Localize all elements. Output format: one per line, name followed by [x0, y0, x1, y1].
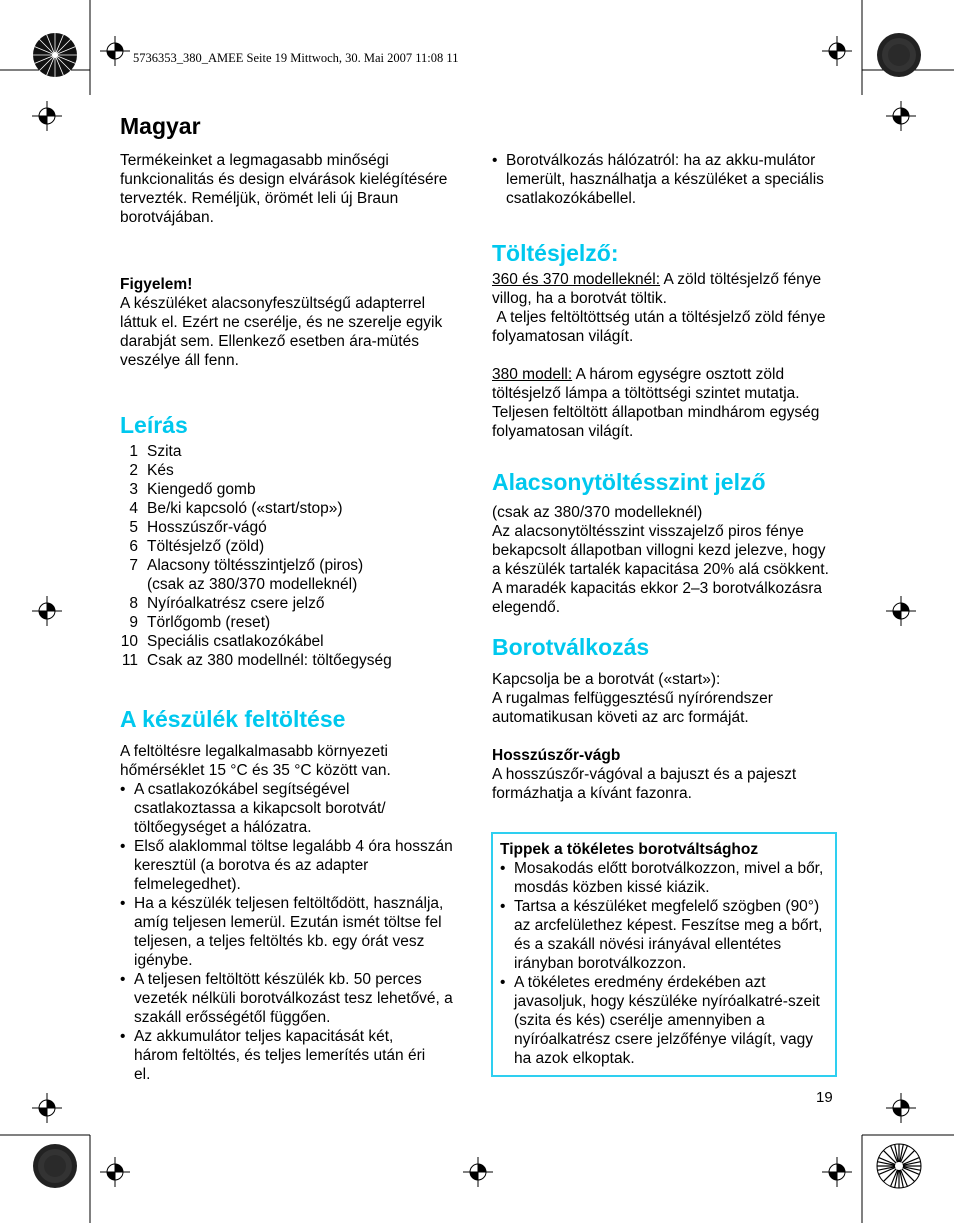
tips-list: [500, 859, 830, 1068]
registration-mark-icon: [886, 101, 916, 131]
list-item: • A csatlakozókábel segítségével csatlakoztassa a kikapcsolt borotvát/ töltőegységet a hálózatra.: [120, 780, 465, 837]
charge-indicator-p1b: A teljes feltöltöttség után a töltésjelző zöld fénye folyamatosan világít.: [492, 309, 830, 345]
list-item: 7 Alacsony töltésszintjelző (piros) (csak az 380/370 modelleknél): [129, 557, 364, 593]
list-item: 1 Szita: [129, 443, 182, 460]
registration-mark-icon: [886, 1093, 916, 1123]
list-item: • Ha a készülék teljesen feltöltődött, használja, amíg teljesen lemerül. Ezután ismét töltse fel teljesen, a teljes feltöltés kb. egy órát vesz igénybe.: [120, 894, 465, 970]
list-item: • Borotválkozás hálózatról: ha az akku-mulátor lemerült, használhatja a készüléket a speciális csatlakozókábellel.: [492, 151, 837, 208]
shaving-heading: Borotválkozás: [492, 634, 650, 660]
charge-indicator-p1: 360 és 370 modelleknél: A zöld töltésjelző fénye villog, ha a borotvát töltik.: [492, 271, 822, 307]
list-item: • A tökéletes eredmény érdekében azt javasoljuk, hogy készüléke nyíróalkatré-szeit (szita és kés) cserélje amennyiben a nyíróalkatrész csere jelzőfénye világít, vagy ha azok elkoptak.: [500, 973, 830, 1068]
mains-list: [492, 151, 837, 208]
charging-heading: A készülék feltöltése: [120, 706, 346, 732]
color-target-icon: [876, 32, 922, 78]
parts-list: [120, 442, 465, 670]
registration-mark-icon: [32, 1093, 62, 1123]
registration-mark-icon: [100, 36, 130, 66]
color-target-icon: [876, 1143, 922, 1189]
registration-mark-icon: [463, 1157, 493, 1187]
list-item: • Az akkumulátor teljes kapacitását két, három feltöltés, és teljes lemerítés után éri el.: [120, 1027, 465, 1084]
tips-title: Tippek a tökéletes borotváltsághoz: [500, 841, 759, 858]
registration-mark-icon: [822, 1157, 852, 1187]
list-item: • Mosakodás előtt borotválkozzon, mivel a bőr, mosdás közben kissé kiázik.: [500, 859, 830, 897]
low-battery-text: Az alacsonytöltésszint visszajelző piros fénye bekapcsolt állapotban villogni kezd jelezve, hogy a készülék tartalék kapacitása 20% alá csökkent. A maradék kapacitás ekkor 2–3 borotválkozásra elegendő.: [492, 523, 829, 616]
list-item: • Első alaklommal töltse legalább 4 óra hosszán keresztül (a borotva és az adapter felmelegedhet).: [120, 837, 465, 894]
registration-mark-icon: [822, 36, 852, 66]
list-item: • A teljesen feltöltött készülék kb. 50 perces vezeték nélküli borotválkozást tesz lehetővé, a szakáll erősségétől függően.: [120, 970, 465, 1027]
warning-text: A készüléket alacsonyfeszültségű adapterrel láttuk el. Ezért ne cserélje, és ne szerelje egyik darabját sem. Ellenkező esetben ára-mütés veszélye áll fenn.: [120, 295, 443, 369]
list-item: 9 Törlőgomb (reset): [129, 614, 271, 631]
trimmer-title: Hosszúszőr-vágb: [492, 747, 621, 764]
charge-indicator-heading: Töltésjelző:: [492, 240, 619, 266]
registration-mark-icon: [886, 596, 916, 626]
page-title: Magyar: [120, 113, 201, 139]
intro-text: Termékeinket a legmagasabb minőségi funkcionalitás és design elvárások kielégítésére tervezték. Reméljük, örömét leli új Braun borotvájában.: [120, 152, 448, 226]
shaving-p1: Kapcsolja be a borotvát («start»):: [492, 671, 721, 688]
registration-mark-icon: [32, 596, 62, 626]
charging-list: [120, 780, 465, 1084]
registration-mark-icon: [100, 1157, 130, 1187]
list-item: 2 Kés: [129, 462, 174, 479]
low-battery-heading: Alacsonytöltésszint jelző: [492, 469, 766, 495]
trimmer-text: A hosszúszőr-vágóval a bajuszt és a pajeszt formázhatja a kívánt fazonra.: [492, 766, 797, 802]
right-column: [492, 151, 837, 803]
charge-indicator-p2: 380 modell: A három egységre osztott zöld töltésjelző lámpa a töltöttségi szintet mutatja. Teljesen feltöltött állapotban mindhárom egység folyamatosan világít.: [492, 366, 820, 440]
list-item: 6 Töltésjelző (zöld): [129, 538, 265, 555]
list-item: 8 Nyíróalkatrész csere jelző: [129, 595, 325, 612]
page-number: 19: [816, 1089, 833, 1106]
list-item: • Tartsa a készüléket megfelelő szögben (90°) az arcfelülethez képest. Feszítse meg a bőrt, és a szakáll növési irányával ellentétes irányban borotválkozzon.: [500, 897, 830, 973]
low-battery-note: (csak az 380/370 modelleknél): [492, 504, 703, 521]
registration-mark-icon: [32, 101, 62, 131]
description-heading: Leírás: [120, 412, 188, 438]
color-target-icon: [32, 32, 78, 78]
list-item: 3 Kiengedő gomb: [129, 481, 256, 498]
list-item: 4 Be/ki kapcsoló («start/stop»): [129, 500, 343, 517]
left-column: [120, 112, 465, 1084]
list-item: 10 Speciális csatlakozókábel: [120, 633, 324, 650]
list-item: 11 Csak az 380 modellnél: töltőegység: [121, 652, 392, 669]
warning-title: Figyelem!: [120, 276, 193, 293]
charging-intro: A feltöltésre legalkalmasabb környezeti hőmérséklet 15 °C és 35 °C között van.: [120, 743, 391, 779]
tips-content: [500, 840, 830, 1068]
print-slug: 5736353_380_AMEE Seite 19 Mittwoch, 30. Mai 2007 11:08 11: [133, 51, 459, 65]
shaving-p2: A rugalmas felfüggesztésű nyírórendszer automatikusan követi az arc formáját.: [492, 690, 773, 726]
list-item: 5 Hosszúszőr-vágó: [129, 519, 267, 536]
color-target-icon: [32, 1143, 78, 1189]
tips-box: [491, 832, 837, 1077]
